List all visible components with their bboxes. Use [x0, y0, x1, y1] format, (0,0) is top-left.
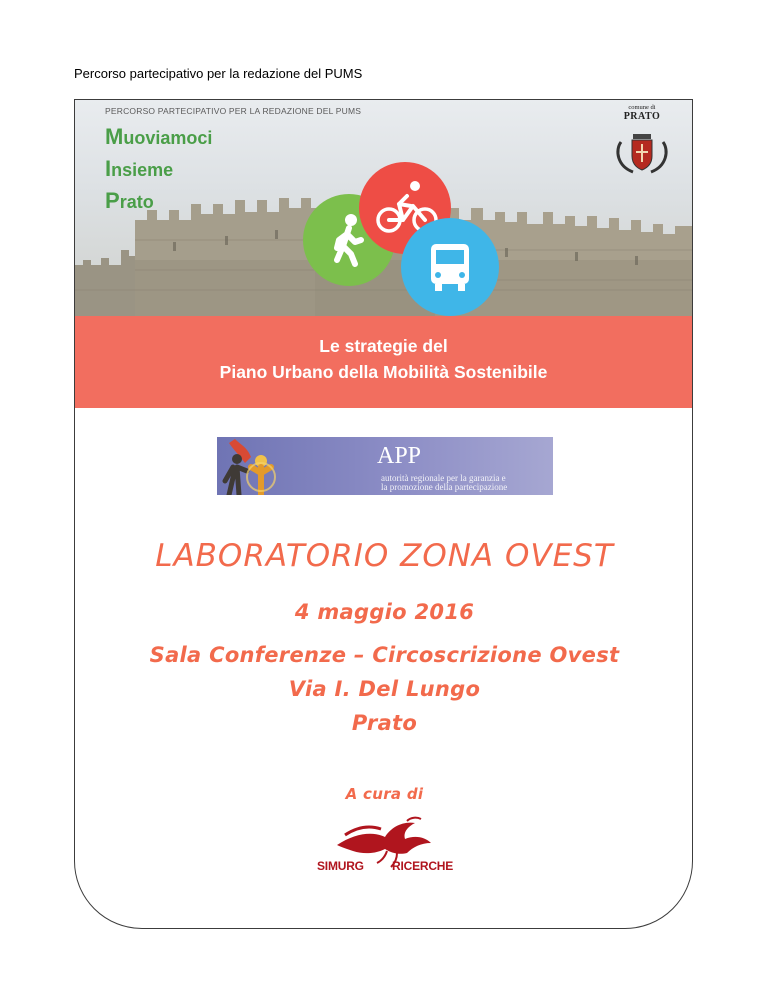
ricerche-word: RICERCHE — [392, 859, 454, 873]
title-line-1: Le strategie del — [319, 336, 448, 356]
title-band — [75, 316, 692, 408]
brand-line-muoviamoci — [105, 124, 212, 150]
app-wordmark: APP — [377, 443, 422, 469]
brand-line-prato — [105, 188, 154, 214]
banner-kicker: PERCORSO PARTECIPATIVO PER LA REDAZIONE DEL PUMS — [105, 106, 362, 116]
bus-circle — [401, 218, 499, 316]
app-subtitle-2: la promozione della partecipazione — [381, 482, 508, 492]
curated-by: A cura di — [345, 785, 424, 803]
comune-label — [611, 104, 673, 122]
app-subtitle-1: autorità regionale per la garanzia e — [381, 473, 506, 483]
event-venue: Sala Conferenze – Circoscrizione Ovest — [149, 643, 620, 667]
app-logo — [217, 437, 553, 495]
laboratorio-title: LABORATORIO ZONA OVEST — [155, 538, 614, 574]
event-city: Prato — [351, 711, 418, 735]
event-date: 4 maggio 2016 — [294, 600, 475, 624]
app-figures-icon — [217, 437, 367, 495]
simurg-word: SIMURG — [317, 859, 364, 873]
title-line-2: Piano Urbano della Mobilità Sostenibile — [219, 362, 548, 382]
running-header: Percorso partecipativo per la redazione del PUMS — [74, 66, 363, 81]
brand-line-insieme — [105, 156, 173, 182]
cover-page — [74, 99, 693, 929]
brand-initial: P — [105, 188, 120, 213]
banner — [75, 100, 692, 316]
comune-name: PRATO — [623, 111, 661, 122]
prato-crest-icon — [611, 132, 673, 176]
event-address: Via I. Del Lungo — [288, 677, 481, 701]
brand-initial: M — [105, 124, 124, 149]
comune-small: comune di — [628, 104, 656, 111]
bus-icon — [401, 218, 499, 316]
cover-frame — [74, 99, 693, 929]
brand-initial: I — [105, 156, 112, 181]
brand-rest: uoviamoci — [123, 128, 213, 148]
brand-rest: nsieme — [111, 160, 174, 180]
simurg-ricerche-logo — [307, 815, 467, 877]
brand-rest: rato — [119, 192, 154, 212]
